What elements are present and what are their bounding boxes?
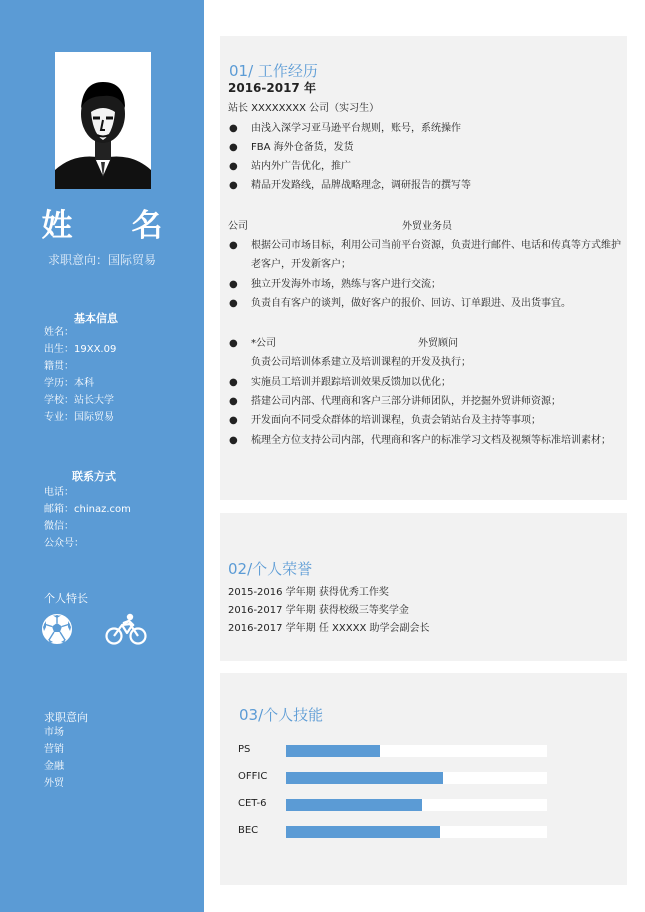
profile-photo xyxy=(55,52,151,189)
skill-bar-track xyxy=(286,745,547,757)
job3-role: 外贸顾问 xyxy=(418,338,458,349)
job-intent-title: 求职意向 xyxy=(44,711,88,724)
cyclist-icon xyxy=(105,613,147,649)
skills-title: 03/个人技能 xyxy=(239,706,324,724)
basic-info-hometown: 籍贯： xyxy=(44,361,74,372)
job1-header: 站长 XXXXXXXX 公司（实习生） xyxy=(228,103,380,114)
skill-bar-track xyxy=(286,799,547,811)
honor-item: 2015-2016 学年期 获得优秀工作奖 xyxy=(228,587,389,598)
job-intent-item: 市场 xyxy=(44,727,64,738)
basic-info-name: 姓名： xyxy=(44,327,74,338)
skill-bar-track xyxy=(286,826,547,838)
hobby-title: 个人特长 xyxy=(44,592,88,605)
sidebar xyxy=(0,0,204,912)
job-intent-item: 营销 xyxy=(44,744,64,755)
basic-info-title: 基本信息 xyxy=(74,312,118,325)
job2-company: 公司 xyxy=(228,221,248,232)
basic-info-school: 学校：站长大学 xyxy=(44,395,114,406)
job3-first-line: 负责公司培训体系建立及培训课程的开发及执行； xyxy=(251,357,471,368)
job-intent-item: 金融 xyxy=(44,761,64,772)
candidate-name: 姓 名 xyxy=(41,208,177,244)
skill-bar-fill xyxy=(286,826,440,838)
skill-bar-fill xyxy=(286,799,422,811)
basic-info-education: 学历：本科 xyxy=(44,378,94,389)
experience-title: 01/ 工作经历 xyxy=(229,62,318,80)
contact-email: 邮箱：chinaz.com xyxy=(44,504,131,515)
honor-item: 2016-2017 学年期 获得校级三等奖学金 xyxy=(228,605,409,616)
job-intent-item: 外贸 xyxy=(44,778,64,789)
skill-label: OFFIC xyxy=(238,771,268,782)
job-intent-summary: 求职意向：国际贸易 xyxy=(47,253,156,267)
contact-title: 联系方式 xyxy=(72,470,116,483)
skill-label: CET-6 xyxy=(238,798,267,809)
honor-item: 2016-2017 学年期 任 XXXXX 助学会副会长 xyxy=(228,623,430,634)
job2-role: 外贸业务员 xyxy=(402,221,452,232)
basic-info-birth: 出生：19XX.09 xyxy=(44,344,117,355)
experience-year: 2016-2017 年 xyxy=(228,81,316,95)
contact-phone: 电话： xyxy=(44,487,74,498)
skill-label: PS xyxy=(238,744,251,755)
basic-info-major: 专业：国际贸易 xyxy=(44,412,114,423)
skill-bar-fill xyxy=(286,745,380,757)
skill-bar-track xyxy=(286,772,547,784)
honors-title: 02/个人荣誉 xyxy=(228,560,313,578)
skill-label: BEC xyxy=(238,825,259,836)
soccer-ball-icon xyxy=(41,613,73,649)
contact-official-account: 公众号： xyxy=(44,538,84,549)
contact-wechat: 微信： xyxy=(44,521,74,532)
skill-bar-fill xyxy=(286,772,443,784)
